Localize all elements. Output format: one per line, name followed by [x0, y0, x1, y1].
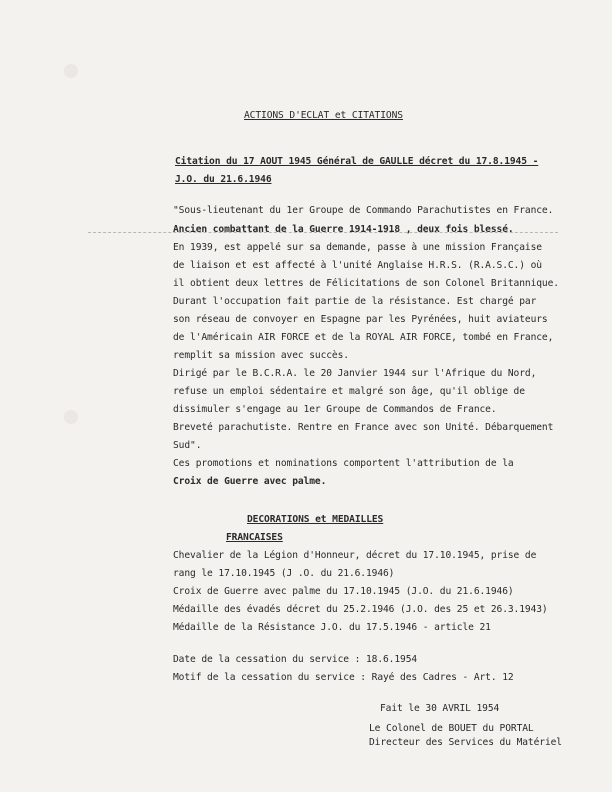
body-line: son réseau de convoyer en Espagne par les Pyrénées, huit aviateurs	[173, 314, 548, 325]
body-line: remplit sa mission avec succès.	[173, 350, 349, 361]
decoration-line: Croix de Guerre avec palme du 17.10.1945 (J.O. du 21.6.1946)	[173, 586, 514, 597]
body-line: Ces promotions et nominations comportent l'attribution de la	[173, 458, 514, 469]
decoration-line: rang le 17.10.1945 (J .O. du 21.6.1946)	[173, 568, 395, 579]
body-line: Sud".	[173, 440, 202, 451]
decoration-line: Chevalier de la Légion d'Honneur, décret du 17.10.1945, prise de	[173, 550, 537, 561]
punch-hole-mark	[64, 410, 78, 424]
body-line: Durant l'occupation fait partie de la résistance. Est chargé par	[173, 296, 537, 307]
decoration-line: Médaille des évadés décret du 25.2.1946 (J.O. des 25 et 26.3.1943)	[173, 604, 548, 615]
decoration-line: Médaille de la Résistance J.O. du 17.5.1946 - article 21	[173, 622, 491, 633]
signed-date: Fait le 30 AVRIL 1954	[380, 703, 500, 714]
body-line: Breveté parachutiste. Rentre en France avec son Unité. Débarquement	[173, 422, 554, 433]
body-line: Croix de Guerre avec palme.	[173, 476, 327, 487]
body-line: "Sous-lieutenant du 1er Groupe de Commando Parachutistes en France.	[173, 205, 554, 216]
body-line: En 1939, est appelé sur sa demande, passe à une mission Française	[173, 242, 542, 253]
citation-line-2: J.O. du 21.6.1946	[175, 174, 272, 185]
decorations-title: DECORATIONS et MEDAILLES	[247, 514, 384, 525]
body-line: de liaison et est affecté à l'unité Anglaise H.R.S. (R.A.S.C.) où	[173, 260, 542, 271]
body-line: Ancien combattant de la Guerre 1914-1918 , deux fois blessé.	[173, 224, 514, 235]
body-line: refuse un emploi sédentaire et malgré son âge, qu'il oblige de	[173, 386, 525, 397]
body-line: de l'Américain AIR FORCE et de la ROYAL AIR FORCE, tombé en France,	[173, 332, 554, 343]
body-line: Dirigé par le B.C.R.A. le 20 Janvier 1944 sur l'Afrique du Nord,	[173, 368, 537, 379]
citation-line-1: Citation du 17 AOUT 1945 Général de GAULLE décret du 17.8.1945 -	[175, 156, 539, 167]
signatory-name: Le Colonel de BOUET du PORTAL	[369, 723, 534, 734]
decorations-subtitle: FRANCAISES	[226, 532, 283, 543]
body-line: il obtient deux lettres de Félicitations de son Colonel Britannique.	[173, 278, 559, 289]
punch-hole-mark	[64, 64, 78, 78]
signatory-title: Directeur des Services du Matériel	[369, 737, 562, 748]
cessation-reason: Motif de la cessation du service : Rayé des Cadres - Art. 12	[173, 672, 514, 683]
body-line: dissimuler s'engage au 1er Groupe de Commandos de France.	[173, 404, 497, 415]
cessation-date: Date de la cessation du service : 18.6.1954	[173, 654, 418, 665]
document-title: ACTIONS D'ECLAT et CITATIONS	[244, 110, 403, 121]
